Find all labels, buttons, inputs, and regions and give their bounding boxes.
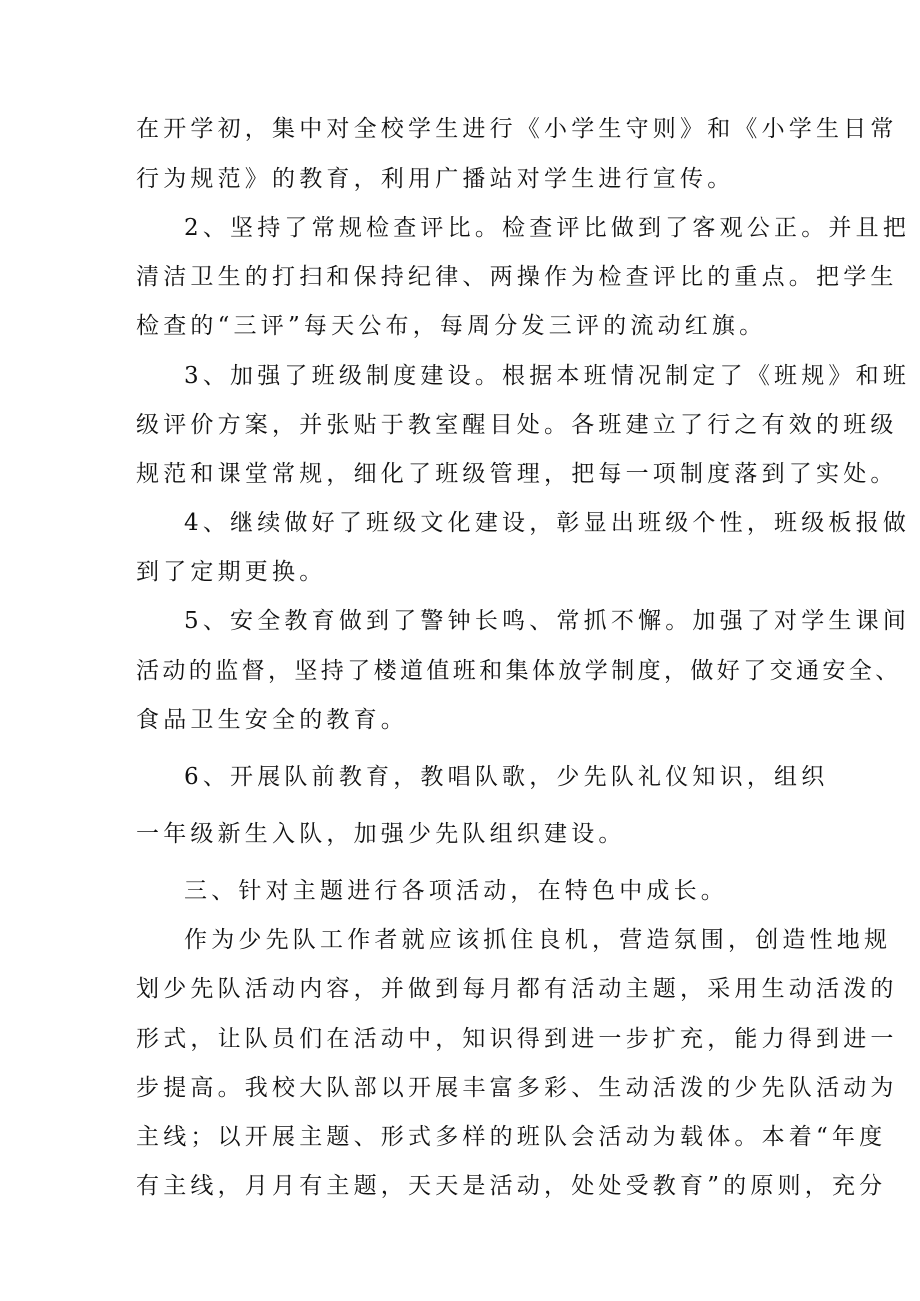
text-line: 形式，让队员们在活动中，知识得到进一步扩充，能力得到进一 [136,1026,898,1052]
text-line: 行为规范》的教育，利用广播站对学生进行宣传。 [136,166,735,192]
text-line: 到了定期更换。 [136,559,327,585]
text-line: 5、安全教育做到了警钟长鸣、常抓不懈。加强了对学生课间 [184,608,911,634]
text-line: 在开学初，集中对全校学生进行《小学生守则》和《小学生日常 [136,116,898,142]
text-line: 主线；以开展主题、形式多样的班队会活动为载体。本着“年度 [136,1124,887,1150]
text-line: 活动的监督，坚持了楼道值班和集体放学制度，做好了交通安全、 [136,658,902,684]
text-line: 一年级新生入队，加强少先队组织建设。 [136,821,626,847]
text-line: 检查的“三评”每天公布，每周分发三评的流动红旗。 [136,313,767,339]
text-line: 有主线，月月有主题，天天是活动，处处受教育”的原则，充分 [136,1173,887,1199]
text-line: 级评价方案，并张贴于教室醒目处。各班建立了行之有效的班级 [136,412,898,438]
text-line: 划少先队活动内容，并做到每月都有活动主题，采用生动活泼的 [136,976,898,1002]
text-line: 3、加强了班级制度建设。根据本班情况制定了《班规》和班 [184,363,911,389]
text-line: 4、继续做好了班级文化建设，彰显出班级个性，班级板报做 [184,510,911,536]
text-line: 步提高。我校大队部以开展丰富多彩、生动活泼的少先队活动为 [136,1075,898,1101]
text-line: 2、坚持了常规检查评比。检查评比做到了客观公正。并且把 [184,215,911,241]
text-line: 食品卫生安全的教育。 [136,707,408,733]
section-heading: 三、针对主题进行各项活动，在特色中成长。 [184,878,728,904]
text-line: 作为少先队工作者就应该抓住良机，营造氛围，创造性地规 [184,927,892,953]
text-line: 6、开展队前教育，教唱队歌，少先队礼仪知识，组织 [184,764,829,790]
text-line: 规范和课堂常规，细化了班级管理，把每一项制度落到了实处。 [136,461,898,487]
text-line: 清洁卫生的打扫和保持纪律、两操作为检查评比的重点。把学生 [136,264,898,290]
